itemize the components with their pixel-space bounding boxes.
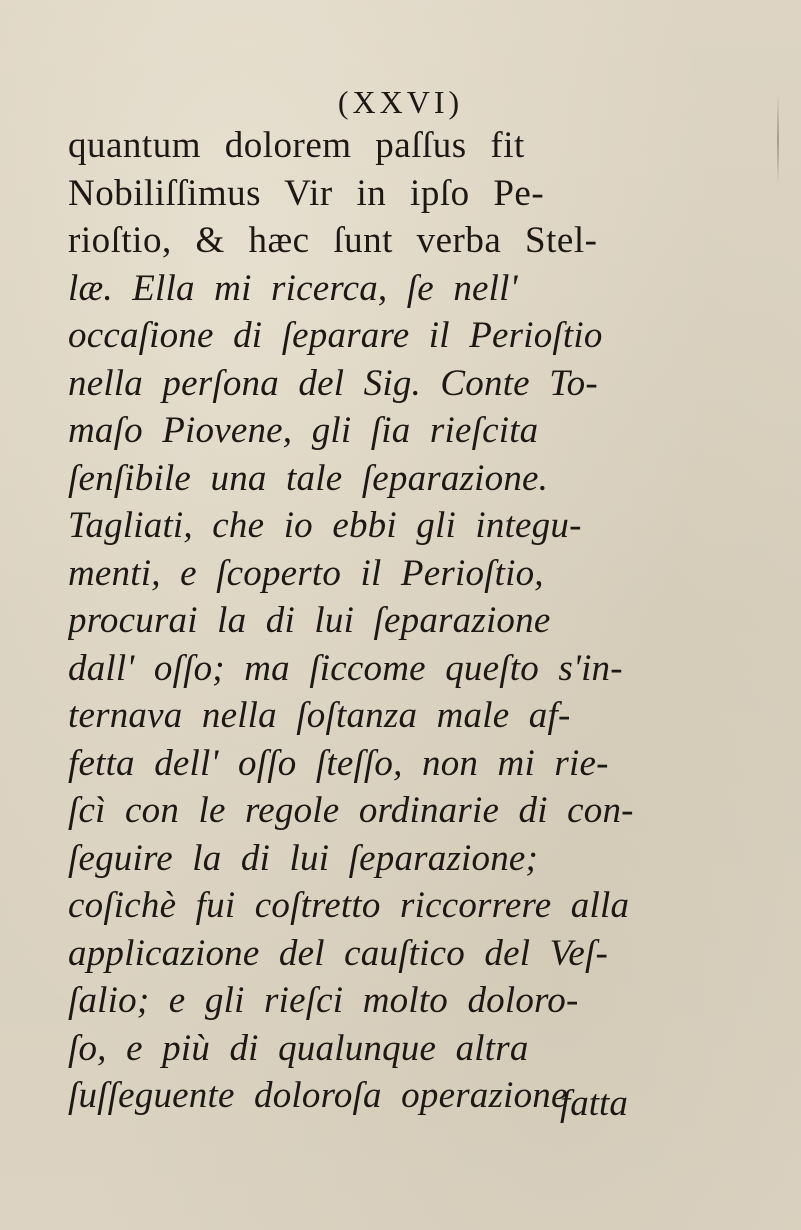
text-line: ſcì con le regole ordinarie di con-	[68, 790, 634, 831]
text-line: menti, e ſcoperto il Perioſtio,	[68, 552, 544, 594]
catchword: fatta	[560, 1083, 628, 1124]
text-line: fetta dell' oſſo ſteſſo, non mi rie-	[68, 742, 609, 784]
text-line: rioſtio, & hæc ſunt verba Stel-	[68, 220, 598, 261]
text-line: occaſione di ſeparare il Perioſtio	[68, 315, 603, 356]
text-line: applicazione del cauſtico del Veſ-	[68, 932, 608, 974]
text-line: nella perſona del Sig. Conte To-	[68, 362, 598, 404]
text-line: procurai la di lui ſeparazione	[68, 600, 551, 641]
text-line: Nobiliſſimus Vir in ipſo Pe-	[68, 172, 545, 214]
text-line: ſeguire la di lui ſeparazione;	[68, 837, 539, 879]
text-line: ſuſſeguente doloroſa operazione	[68, 1075, 568, 1116]
text-line: coſichè fui coſtretto riccorrere alla	[68, 885, 630, 926]
text-line: ſo, e più di qualunque altra	[68, 1027, 529, 1069]
text-line: ſenſibile una tale ſeparazione.	[68, 457, 549, 499]
text-line: maſo Piovene, gli ſia rieſcita	[68, 410, 539, 451]
text-line: Tagliati, che io ebbi gli integu-	[68, 505, 582, 546]
page-number-header: (XXVI)	[337, 84, 464, 120]
body-text	[68, 122, 792, 1120]
text-line: ternava nella ſoſtanza male af-	[68, 695, 571, 736]
text-line: dall' oſſo; ma ſiccome queſto s'in-	[68, 647, 623, 689]
text-line: quantum dolorem paſſus fit	[68, 125, 525, 166]
text-line: læ. Ella mi ricerca, ſe nell'	[68, 267, 518, 309]
text-line: ſalio; e gli rieſci molto doloro-	[68, 980, 579, 1021]
